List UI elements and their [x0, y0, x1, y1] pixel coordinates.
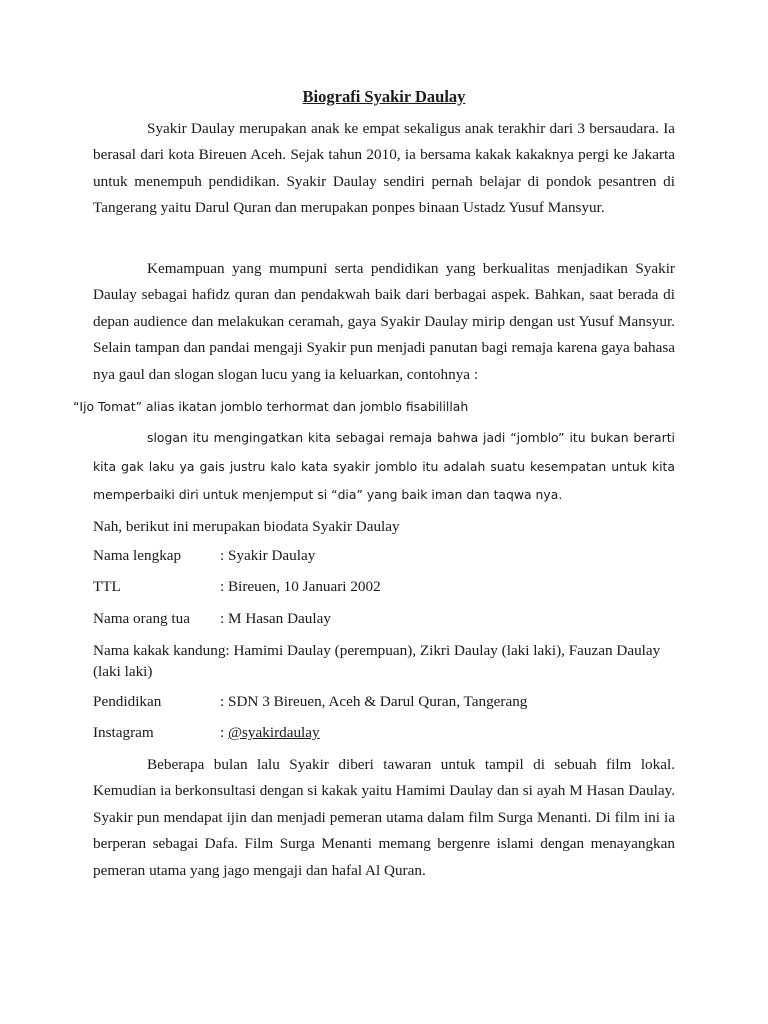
paragraph-film: Beberapa bulan lalu Syakir diberi tawaran untuk tampil di sebuah film lokal. Kemudian ia berkonsultasi dengan si kakak yaitu Hamimi Daulay dan si ayah M Hasan Daulay. Syakir pun mendapat ijin dan menjadi pemeran utama dalam film Surga Menanti. Di film ini ia berperan sebagai Dafa. Film Surga Menanti memang bergenre islami dengan menayangkan pemeran utama yang jago mengaji dan hafal Al Quran. — [93, 756, 675, 879]
document-title: Biografi Syakir Daulay — [302, 87, 466, 106]
instagram-link[interactable]: @syakirdaulay — [228, 724, 320, 741]
biodata-row-ttl — [93, 576, 683, 598]
instagram-colon: : — [220, 724, 229, 741]
biodata-value: : Syakir Daulay — [220, 547, 316, 564]
biodata-value: : Bireuen, 10 Januari 2002 — [220, 578, 381, 595]
biodata-label: Pendidikan — [93, 693, 162, 710]
paragraph-abilities: Kemampuan yang mumpuni serta pendidikan yang berkualitas menjadikan Syakir Daulay sebagai hafidz quran dan pendakwah baik dari berbagai aspek. Bahkan, saat berada di depan audience dan melakukan ceramah, gaya Syakir Daulay mirip dengan ust Yusuf Mansyur. Selain tampan dan pandai mengaji Syakir pun menjadi panutan bagi remaja karena gaya bahasa nya gaul dan slogan slogan lucu yang ia keluarkan, contohnya : — [93, 260, 675, 383]
paragraph-slogan-explanation: slogan itu mengingatkan kita sebagai remaja bahwa jadi “jomblo” itu bukan berarti kita gak laku ya gais justru kalo kata syakir jomblo itu adalah suatu kesempatan untuk kita memperbaiki diri untuk menjemput si “dia” yang baik iman dan taqwa nya. — [93, 430, 675, 503]
biodata-label: Nama orang tua — [93, 610, 190, 627]
biodata-value — [220, 722, 320, 744]
biodata-label: Instagram — [93, 724, 154, 741]
paragraph-intro: Syakir Daulay merupakan anak ke empat sekaligus anak terakhir dari 3 bersaudara. Ia berasal dari kota Bireuen Aceh. Sejak tahun 2010, ia bersama kakak kakaknya pergi ke Jakarta untuk menempuh pendidikan. Syakir Daulay sendiri pernah belajar di pondok pesantren di Tangerang yaitu Darul Quran dan merupakan ponpes binaan Ustadz Yusuf Mansyur. — [93, 120, 675, 217]
slogan-quote: “Ijo Tomat” alias ikatan jomblo terhormat dan jomblo fisabilillah — [73, 399, 469, 414]
biodata-value: : M Hasan Daulay — [220, 610, 331, 627]
biodata-row-nama — [93, 545, 683, 567]
biodata-row-kakak: Nama kakak kandung: Hamimi Daulay (perempuan), Zikri Daulay (laki laki), Fauzan Daulay (laki laki) — [93, 642, 661, 680]
biodata-row-pendidikan — [93, 691, 683, 713]
biodata-row-instagram — [93, 722, 683, 744]
biodata-intro: Nah, berikut ini merupakan biodata Syakir Daulay — [93, 518, 400, 535]
biodata-row-orang-tua — [93, 608, 683, 630]
biodata-label: Nama lengkap — [93, 547, 182, 564]
biodata-label: TTL — [93, 578, 121, 595]
biodata-value: : SDN 3 Bireuen, Aceh & Darul Quran, Tangerang — [220, 693, 528, 710]
